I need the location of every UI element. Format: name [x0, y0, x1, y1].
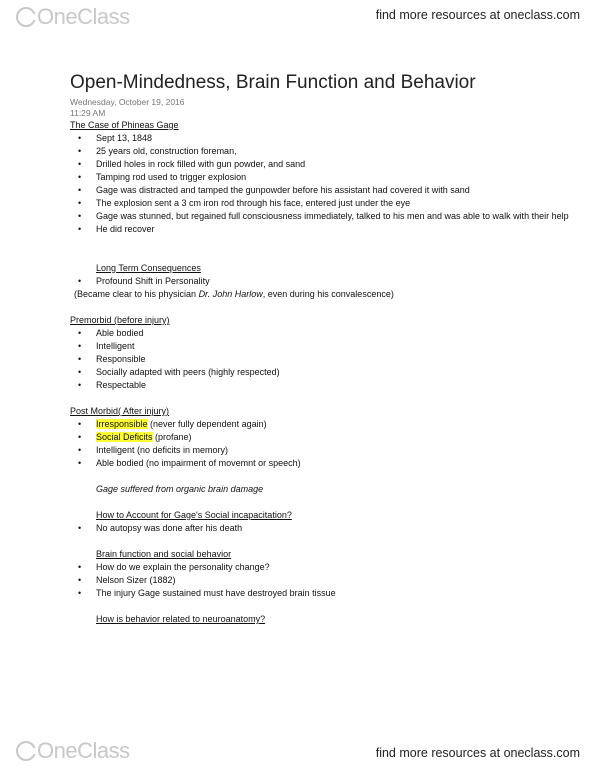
- highlight-social-deficits: Social Deficits: [96, 432, 153, 442]
- list-item: • How do we explain the personality change?: [70, 561, 570, 574]
- list-item: • Gage was stunned, but regained full consciousness immediately, talked to his men and was able to walk with their help: [70, 210, 570, 223]
- longterm-note-pre: (Became clear to his physician: [74, 289, 199, 299]
- physician-name: Dr. John Harlow: [198, 289, 263, 299]
- section-heading-longterm: Long Term Consequences: [96, 263, 201, 273]
- note-time: 11:29 AM: [70, 108, 106, 118]
- list-item: • Tamping rod used to trigger explosion: [70, 171, 570, 184]
- oneclass-footer-logo-text: OneClass: [37, 738, 130, 763]
- list-item: • Nelson Sizer (1882): [70, 574, 570, 587]
- list-item: [70, 431, 570, 444]
- list-item: • Profound Shift in Personality: [70, 275, 570, 288]
- note-date: Wednesday, October 19, 2016: [70, 97, 185, 107]
- section-heading-premorbid: Premorbid (before injury): [70, 315, 170, 325]
- list-item: • Gage was distracted and tamped the gunpowder before his assistant had covered it with sand: [70, 184, 570, 197]
- postmorbid-list: [70, 418, 570, 470]
- header-resources-link[interactable]: find more resources at oneclass.com: [375, 8, 580, 22]
- list-item: • Intelligent: [70, 340, 570, 353]
- longterm-list: [70, 275, 570, 288]
- list-item: • He did recover: [70, 223, 570, 236]
- section-heading-brain-function: Brain function and social behavior: [96, 549, 232, 559]
- oneclass-footer-logo: [16, 738, 130, 764]
- list-item: • Able bodied (no impairment of movemnt or speech): [70, 457, 570, 470]
- brain-function-list: [70, 561, 570, 600]
- section-heading-neuroanatomy: How is behavior related to neuroanatomy?: [96, 614, 266, 624]
- section-heading-postmorbid: Post Morbid( After injury): [70, 406, 170, 416]
- list-item-rest: (never fully dependent again): [147, 419, 267, 429]
- list-item: • Able bodied: [70, 327, 570, 340]
- list-item: [70, 418, 570, 431]
- note-content: [70, 72, 570, 626]
- list-item: • Responsible: [70, 353, 570, 366]
- longterm-note-post: , even during his convalescence): [262, 289, 394, 299]
- list-item: • The explosion sent a 3 cm iron rod through his face, entered just under the eye: [70, 197, 570, 210]
- section-heading-account: How to Account for Gage's Social incapacitation?: [96, 510, 292, 520]
- list-item: • 25 years old, construction foreman,: [70, 145, 570, 158]
- list-item: • Intelligent (no deficits in memory): [70, 444, 570, 457]
- list-item: • Sept 13, 1848: [70, 132, 570, 145]
- list-item: • Drilled holes in rock filled with gun powder, and sand: [70, 158, 570, 171]
- oneclass-logo-text: OneClass: [37, 4, 130, 29]
- list-item: • The injury Gage sustained must have destroyed brain tissue: [70, 587, 570, 600]
- phineas-list: [70, 132, 570, 236]
- longterm-note: [70, 288, 570, 301]
- premorbid-list: [70, 327, 570, 392]
- list-item: • Socially adapted with peers (highly respected): [70, 366, 570, 379]
- footer-resources-link[interactable]: find more resources at oneclass.com: [375, 746, 580, 760]
- account-list: [70, 522, 570, 535]
- section-heading-phineas: The Case of Phineas Gage: [70, 120, 179, 130]
- oneclass-footer-logo-mark-icon: [16, 741, 36, 761]
- oneclass-logo-mark-icon: [16, 7, 36, 27]
- highlight-irresponsible: Irresponsible: [96, 419, 148, 429]
- list-item: • No autopsy was done after his death: [70, 522, 570, 535]
- brain-damage-note: Gage suffered from organic brain damage: [96, 484, 264, 494]
- list-item: • Respectable: [70, 379, 570, 392]
- page-title: Open-Mindedness, Brain Function and Behavior: [70, 72, 476, 93]
- oneclass-logo: [16, 4, 130, 30]
- list-item-rest: (profane): [152, 432, 192, 442]
